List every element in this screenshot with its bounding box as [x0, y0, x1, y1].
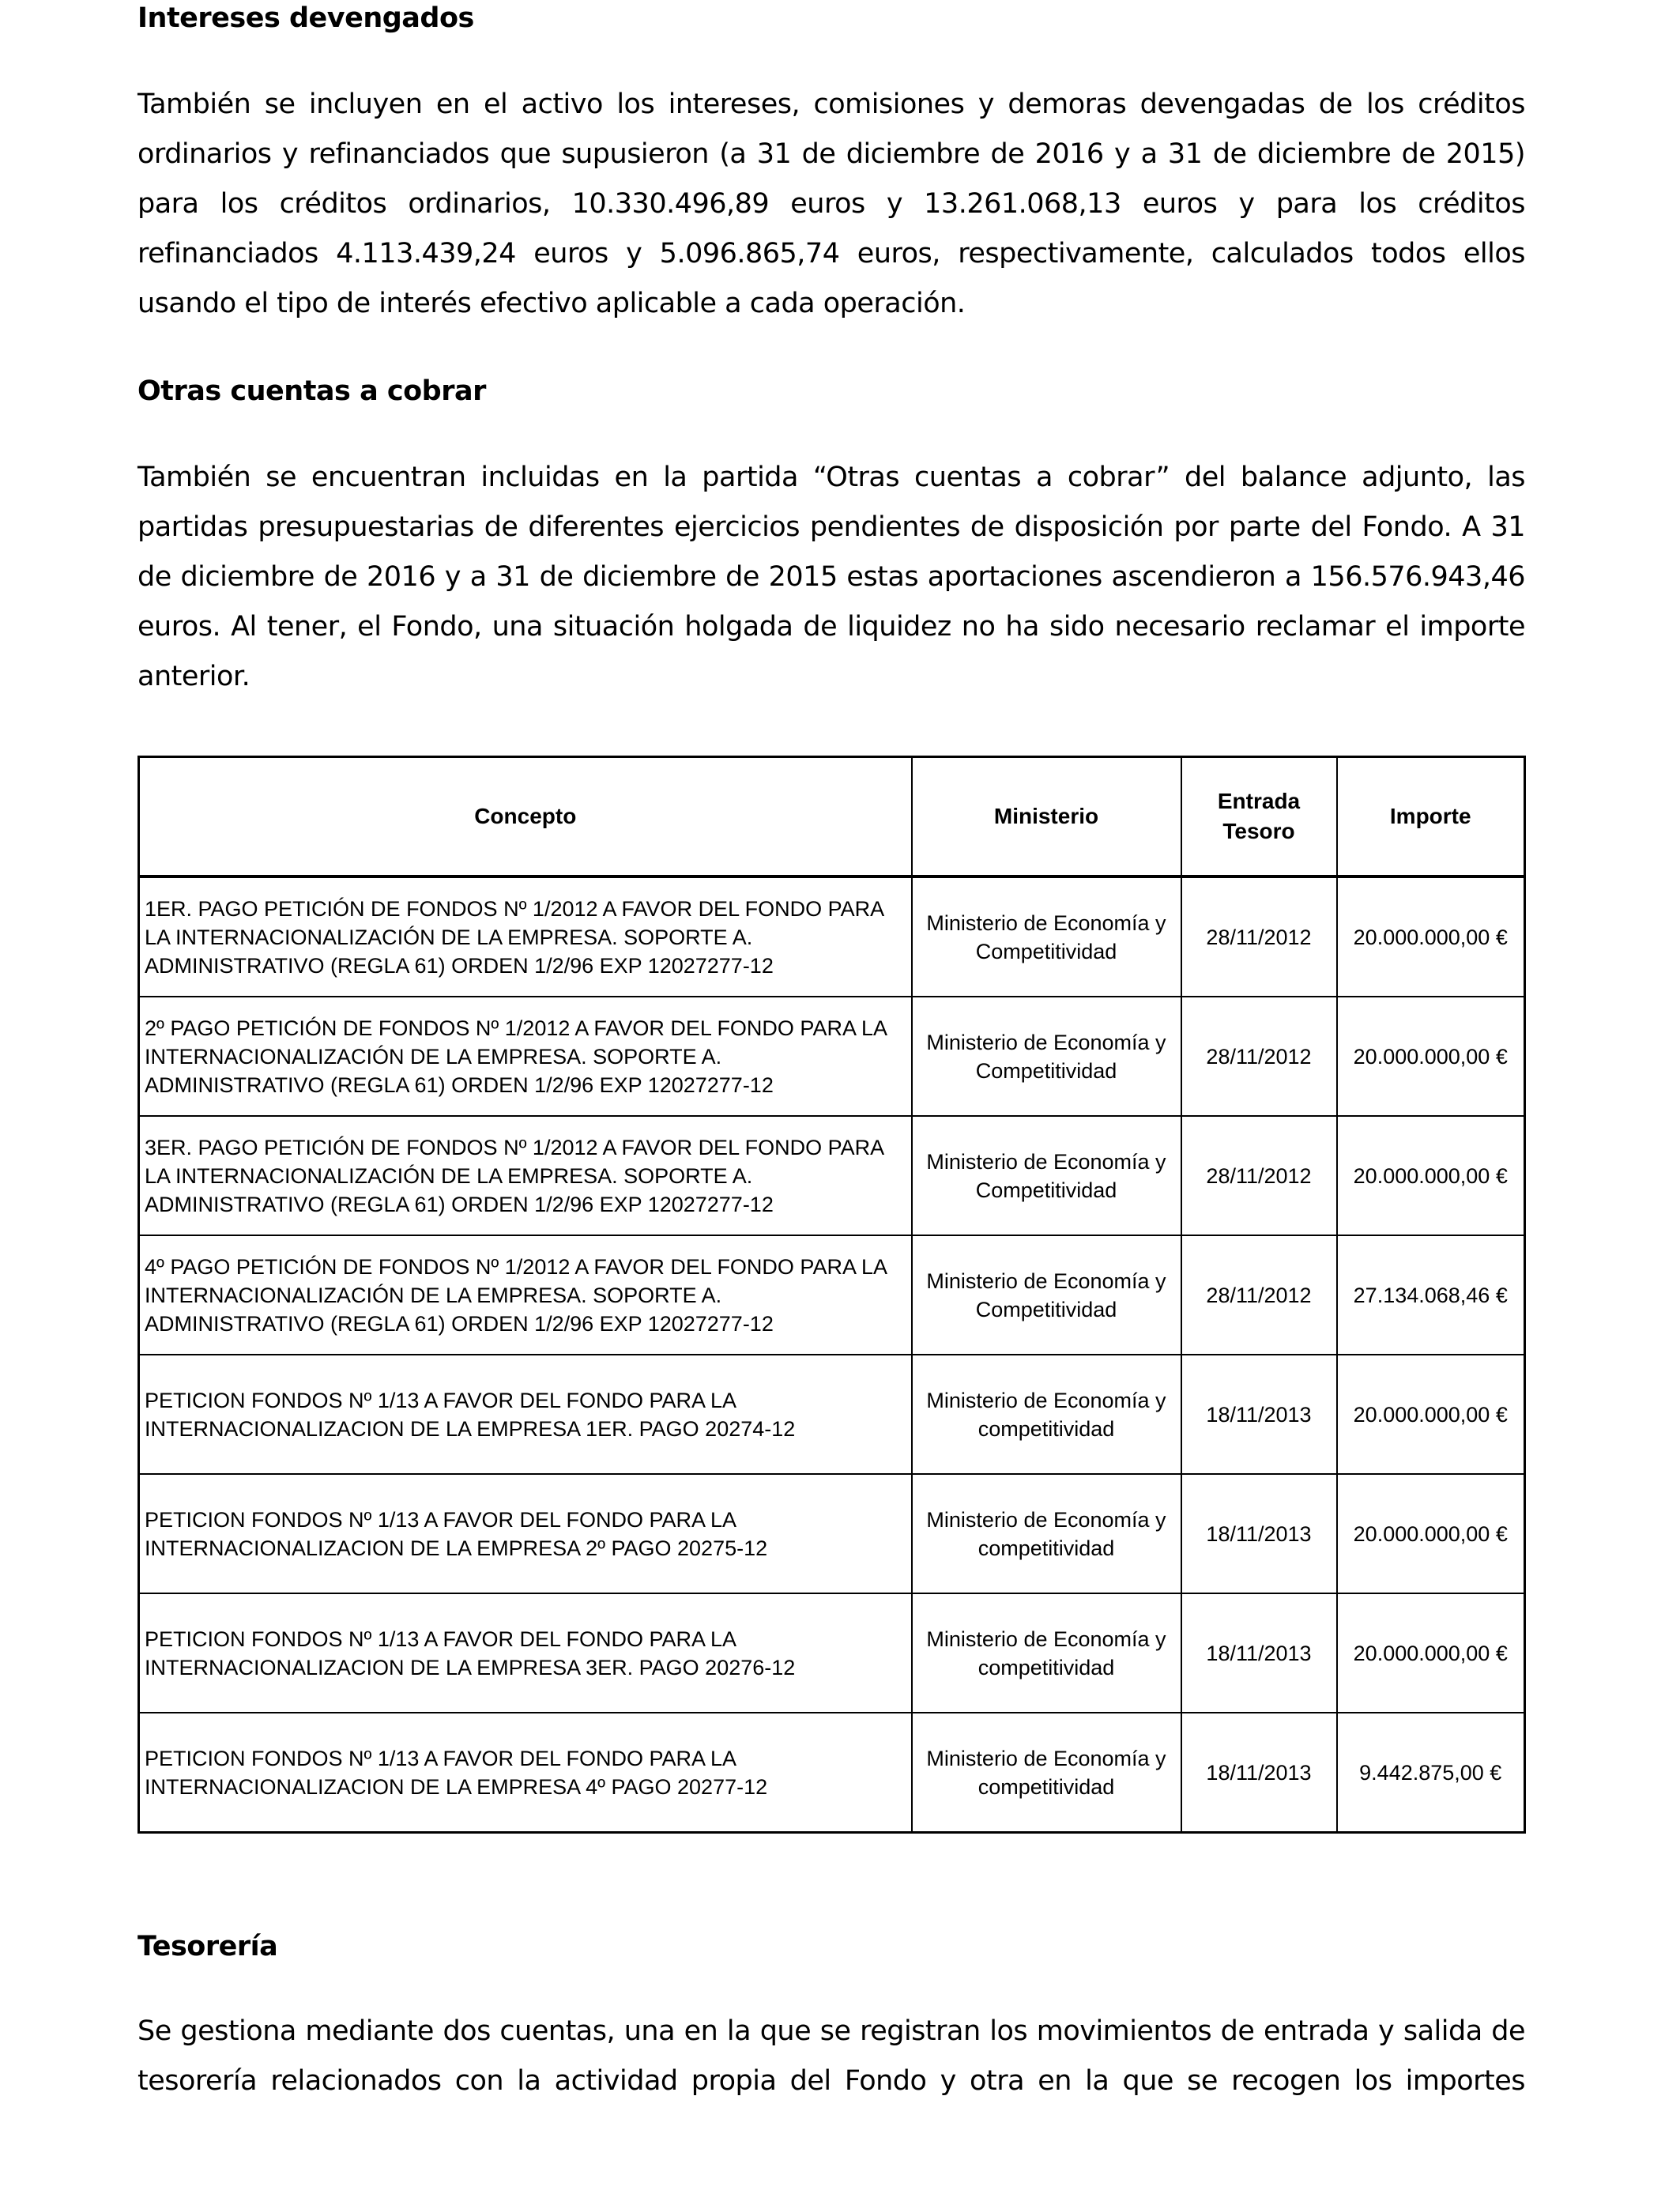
header-entrada-line1: Entrada	[1217, 789, 1301, 813]
cell-importe: 20.000.000,00 €	[1337, 997, 1525, 1116]
cell-ministerio: Ministerio de Economía y Competitividad	[912, 997, 1181, 1116]
paragraph-tesoreria: Se gestiona mediante dos cuentas, una en la que se registran los movimientos de entrada y salida de tesorería relacionados con la actividad propia del Fondo y otra en la que se recogen los importes	[137, 2015, 1525, 2097]
cell-importe: 20.000.000,00 €	[1337, 1116, 1525, 1235]
header-ministerio: Ministerio	[912, 757, 1181, 877]
cell-importe: 20.000.000,00 €	[1337, 1593, 1525, 1713]
cell-ministerio: Ministerio de Economía y Competitividad	[912, 876, 1181, 997]
cell-concepto: 3ER. PAGO PETICIÓN DE FONDOS Nº 1/2012 A FAVOR DEL FONDO PARA LA INTERNACIONALIZACIÓN DE LA EMPRESA. SOPORTE A. ADMINISTRATIVO (REGLA 61) ORDEN 1/2/96 EXP 12027277-12	[139, 1116, 912, 1235]
cell-ministerio: Ministerio de Economía y Competitividad	[912, 1116, 1181, 1235]
cell-entrada-tesoro: 18/11/2013	[1181, 1713, 1337, 1833]
cell-ministerio: Ministerio de Economía y competitividad	[912, 1713, 1181, 1833]
table-row	[139, 1235, 1525, 1355]
table-row	[139, 1593, 1525, 1713]
header-concepto: Concepto	[139, 757, 912, 877]
cell-importe: 20.000.000,00 €	[1337, 876, 1525, 997]
cell-importe: 27.134.068,46 €	[1337, 1235, 1525, 1355]
table-row	[139, 1355, 1525, 1474]
cell-entrada-tesoro: 18/11/2013	[1181, 1355, 1337, 1474]
cell-ministerio: Ministerio de Economía y Competitividad	[912, 1235, 1181, 1355]
table-header-row	[139, 757, 1525, 877]
aportaciones-table-wrapper	[137, 756, 1524, 1834]
paragraph-otras-cuentas: También se encuentran incluidas en la partida “Otras cuentas a cobrar” del balance adjunto, las partidas presupuestarias de diferentes ejercicios pendientes de disposición por parte del Fondo. A 31 de diciembre de 2016 y a 31 de diciembre de 2015 estas aportaciones ascendieron a 156.576.943,46 euros. Al tener, el Fondo, una situación holgada de liquidez no ha sido necesario reclamar el importe anterior.	[137, 462, 1525, 692]
table-row	[139, 1474, 1525, 1593]
cell-concepto: PETICION FONDOS Nº 1/13 A FAVOR DEL FONDO PARA LA INTERNACIONALIZACION DE LA EMPRESA 1ER. PAGO 20274-12	[139, 1355, 912, 1474]
header-importe: Importe	[1337, 757, 1525, 877]
cell-importe: 20.000.000,00 €	[1337, 1474, 1525, 1593]
cell-concepto: 1ER. PAGO PETICIÓN DE FONDOS Nº 1/2012 A FAVOR DEL FONDO PARA LA INTERNACIONALIZACIÓN DE LA EMPRESA. SOPORTE A. ADMINISTRATIVO (REGLA 61) ORDEN 1/2/96 EXP 12027277-12	[139, 876, 912, 997]
cell-importe: 9.442.875,00 €	[1337, 1713, 1525, 1833]
heading-intereses-devengados: Intereses devengados	[137, 2, 474, 34]
table-row	[139, 1713, 1525, 1833]
cell-entrada-tesoro: 18/11/2013	[1181, 1593, 1337, 1713]
paragraph-intereses: También se incluyen en el activo los intereses, comisiones y demoras devengadas de los créditos ordinarios y refinanciados que supusieron (a 31 de diciembre de 2016 y a 31 de diciembre de 2015) para los créditos ordinarios, 10.330.496,89 euros y 13.261.068,13 euros y para los créditos refinanciados 4.113.439,24 euros y 5.096.865,74 euros, respectivamente, calculados todos ellos usando el tipo de interés efectivo aplicable a cada operación.	[137, 89, 1525, 319]
header-entrada-tesoro	[1181, 757, 1337, 877]
heading-otras-cuentas: Otras cuentas a cobrar	[137, 375, 486, 407]
cell-entrada-tesoro: 18/11/2013	[1181, 1474, 1337, 1593]
cell-entrada-tesoro: 28/11/2012	[1181, 997, 1337, 1116]
cell-importe: 20.000.000,00 €	[1337, 1355, 1525, 1474]
heading-tesoreria: Tesorería	[137, 1931, 278, 1962]
cell-entrada-tesoro: 28/11/2012	[1181, 1116, 1337, 1235]
cell-ministerio: Ministerio de Economía y competitividad	[912, 1355, 1181, 1474]
table-row	[139, 1116, 1525, 1235]
cell-concepto: PETICION FONDOS Nº 1/13 A FAVOR DEL FONDO PARA LA INTERNACIONALIZACION DE LA EMPRESA 2º PAGO 20275-12	[139, 1474, 912, 1593]
cell-concepto: PETICION FONDOS Nº 1/13 A FAVOR DEL FONDO PARA LA INTERNACIONALIZACION DE LA EMPRESA 3ER. PAGO 20276-12	[139, 1593, 912, 1713]
cell-entrada-tesoro: 28/11/2012	[1181, 876, 1337, 997]
header-entrada-line2: Tesoro	[1222, 819, 1295, 843]
aportaciones-table	[137, 756, 1526, 1834]
cell-concepto: 4º PAGO PETICIÓN DE FONDOS Nº 1/2012 A FAVOR DEL FONDO PARA LA INTERNACIONALIZACIÓN DE LA EMPRESA. SOPORTE A. ADMINISTRATIVO (REGLA 61) ORDEN 1/2/96 EXP 12027277-12	[139, 1235, 912, 1355]
cell-entrada-tesoro: 28/11/2012	[1181, 1235, 1337, 1355]
cell-ministerio: Ministerio de Economía y competitividad	[912, 1474, 1181, 1593]
table-row	[139, 876, 1525, 997]
cell-concepto: 2º PAGO PETICIÓN DE FONDOS Nº 1/2012 A FAVOR DEL FONDO PARA LA INTERNACIONALIZACIÓN DE LA EMPRESA. SOPORTE A. ADMINISTRATIVO (REGLA 61) ORDEN 1/2/96 EXP 12027277-12	[139, 997, 912, 1116]
table-row	[139, 997, 1525, 1116]
cell-ministerio: Ministerio de Economía y competitividad	[912, 1593, 1181, 1713]
cell-concepto: PETICION FONDOS Nº 1/13 A FAVOR DEL FONDO PARA LA INTERNACIONALIZACION DE LA EMPRESA 4º PAGO 20277-12	[139, 1713, 912, 1833]
